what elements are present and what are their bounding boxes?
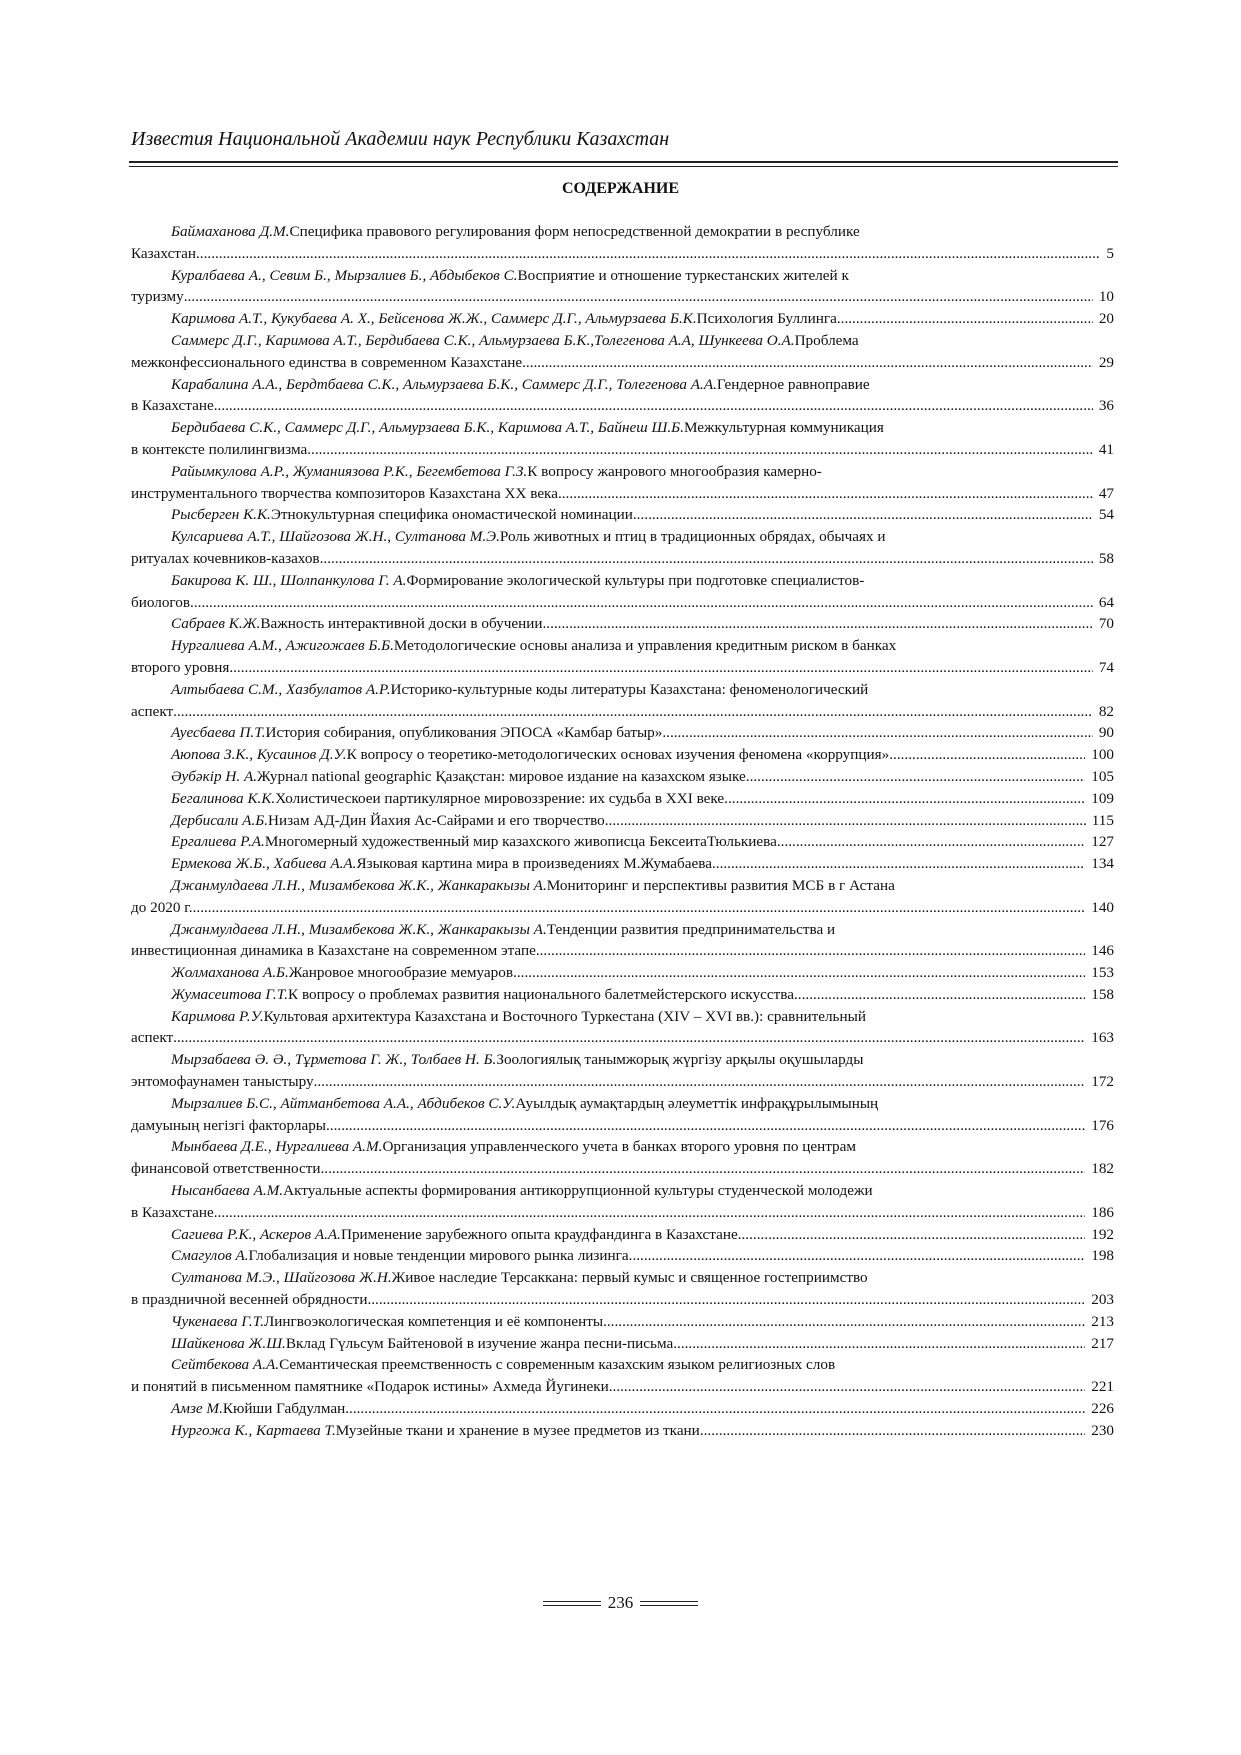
toc-entry-page: 41	[1098, 440, 1114, 458]
toc-entry-first-line	[131, 788, 1114, 810]
toc-entry-second-line	[131, 243, 1114, 265]
toc-entry	[131, 1333, 1114, 1355]
toc-entry-leader	[326, 1115, 1085, 1137]
toc-entry-page: 29	[1098, 353, 1114, 371]
toc-entry-title: Специфика правового регулирования форм непосредственной демократии в республике	[289, 223, 860, 240]
toc-entry-first-line	[131, 504, 1114, 526]
toc-entry-leader	[536, 940, 1085, 962]
toc-entry-first-line	[131, 1224, 1114, 1246]
toc-entry-page: 217	[1091, 1334, 1114, 1352]
toc-entry	[131, 613, 1114, 635]
toc-entry-title-continuation: ритуалах кочевников-казахов	[131, 549, 320, 567]
toc-entry-title: Проблема	[794, 331, 859, 349]
toc-entry-title: Актуальные аспекты формирования антикоррупционной культуры студенческой молодежи	[283, 1182, 873, 1200]
toc-entry-title: Межкультурная коммуникация	[683, 419, 884, 437]
toc-entry-title-continuation: в Казахстане	[131, 397, 214, 415]
toc-entry-page: 82	[1098, 702, 1114, 720]
toc-entry	[131, 1267, 1114, 1311]
toc-entry-title: Восприятие и отношение туркестанских жителей к	[517, 266, 849, 284]
toc-entry-second-line	[131, 592, 1114, 614]
table-of-contents	[131, 221, 1114, 1442]
toc-entry-title: Зоологиялық танымжорық жүргізу арқылы оқушыларды	[496, 1051, 864, 1069]
toc-entry-leader	[542, 613, 1092, 635]
toc-entry-page: 20	[1098, 310, 1114, 328]
toc-entry-page: 100	[1091, 746, 1114, 764]
toc-entry	[131, 810, 1114, 832]
toc-entry-first-line	[131, 744, 1114, 766]
toc-entry-title-continuation: Казахстан	[131, 244, 196, 262]
toc-entry-first-line	[131, 1354, 1114, 1376]
toc-entry	[131, 374, 1114, 418]
toc-entry-authors: Бакирова К. Ш., Шолпанкулова Г. А.	[171, 571, 407, 589]
toc-entry-second-line	[131, 1027, 1114, 1049]
toc-entry-second-line	[131, 1115, 1114, 1137]
toc-entry-first-line	[131, 461, 1114, 483]
toc-entry	[131, 221, 1114, 265]
toc-entry-leader	[603, 1311, 1085, 1333]
toc-entry-authors: Султанова М.Э., Шайгозова Ж.Н.	[171, 1269, 392, 1287]
toc-entry-authors: Ергалиева Р.А.	[171, 833, 265, 851]
toc-entry-leader	[214, 395, 1093, 417]
toc-entry-second-line	[131, 548, 1114, 570]
toc-entry-title-continuation: инвестиционная динамика в Казахстане на современном этапе	[131, 942, 536, 960]
toc-entry-leader	[214, 1202, 1086, 1224]
toc-entry-authors: Баймаханова Д.М.	[171, 223, 290, 240]
toc-entry-page: 182	[1091, 1160, 1114, 1178]
toc-entry-authors: Мырзабаева Ә. Ә., Тұрметова Г. Ж., Толбаев Н. Б.	[171, 1051, 497, 1069]
toc-entry-title: Мониторинг и перспективы развития МСБ в г Астана	[546, 876, 895, 894]
toc-entry-second-line	[131, 286, 1114, 308]
footer-rule-left	[543, 1601, 601, 1606]
toc-entry-title-continuation: аспект	[131, 1029, 174, 1047]
toc-entry-first-line	[131, 1180, 1114, 1202]
toc-entry-leader	[712, 853, 1085, 875]
page-number: 236	[607, 1593, 634, 1612]
toc-entry-leader	[321, 1158, 1086, 1180]
toc-entry-page: 226	[1091, 1400, 1114, 1418]
toc-entry-title: Семантическая преемственность с современным казахским языком религиозных слов	[279, 1356, 836, 1374]
toc-entry-leader	[633, 504, 1093, 526]
toc-entry-leader	[746, 766, 1085, 788]
toc-entry-title: Жанровое многообразие мемуаров	[288, 964, 514, 982]
toc-entry-leader	[794, 984, 1085, 1006]
toc-entry-title: К вопросу о теоретико-методологических основах изучения феномена «коррупция»	[346, 746, 890, 764]
toc-entry-authors: Алтыбаева С.М., Хазбулатов А.Р.	[171, 680, 391, 698]
toc-entry-page: 54	[1098, 506, 1114, 524]
toc-entry-title-continuation: инструментального творчества композиторов Казахстана XX века	[131, 484, 558, 502]
toc-entry	[131, 635, 1114, 679]
toc-entry	[131, 265, 1114, 309]
toc-entry	[131, 722, 1114, 744]
toc-entry-authors: Ауесбаева П.Т.	[171, 724, 266, 742]
toc-entry-authors: Джанмулдаева Л.Н., Мизамбекова Ж.К., Жанкаракызы А.	[171, 920, 547, 938]
toc-entry-first-line	[131, 1006, 1114, 1028]
toc-entry-first-line	[131, 330, 1114, 352]
toc-entry-first-line	[131, 570, 1114, 592]
toc-entry-first-line	[131, 1398, 1114, 1420]
toc-entry-title-continuation: и понятий в письменном памятнике «Подарок истины» Ахмеда Йугинеки	[131, 1378, 609, 1396]
toc-entry	[131, 1311, 1114, 1333]
toc-entry	[131, 853, 1114, 875]
toc-entry-authors: Джанмулдаева Л.Н., Мизамбекова Ж.К., Жанкаракызы А.	[171, 876, 547, 894]
toc-entry-first-line	[131, 919, 1114, 941]
toc-entry-title: Холистическоеи партикулярное мировоззрение: их судьба в XXI веке	[275, 789, 725, 807]
toc-entry-title: Этнокультурная специфика ономастической номинации	[270, 506, 633, 524]
toc-entry-page: 36	[1098, 397, 1114, 415]
toc-entry-title: История собирания, опубликования ЭПОСА «Камбар батыр»	[265, 724, 663, 742]
toc-entry-leader	[173, 701, 1093, 723]
toc-entry-authors: Каримова Р.У.	[171, 1007, 264, 1025]
toc-entry-second-line	[131, 483, 1114, 505]
toc-entry-page: 127	[1091, 833, 1114, 851]
toc-entry-authors: Нургалиева А.М., Ажигожаев Б.Б.	[171, 637, 394, 655]
toc-entry-page: 90	[1098, 724, 1114, 742]
toc-entry-leader	[345, 1398, 1085, 1420]
toc-entry-first-line	[131, 679, 1114, 701]
toc-entry-title: Кюйши Габдулман	[222, 1400, 346, 1418]
toc-entry	[131, 1224, 1114, 1246]
toc-entry-page: 134	[1091, 855, 1114, 873]
toc-entry-leader	[889, 744, 1085, 766]
toc-entry-page: 109	[1091, 789, 1114, 807]
toc-entry	[131, 1049, 1114, 1093]
toc-entry	[131, 766, 1114, 788]
toc-entry-page: 47	[1098, 484, 1114, 502]
toc-entry-leader	[629, 1245, 1086, 1267]
toc-entry	[131, 504, 1114, 526]
toc-entry-leader	[173, 1027, 1085, 1049]
toc-entry-title-continuation: дамуының негізгі факторлары	[131, 1116, 326, 1134]
toc-entry-second-line	[131, 395, 1114, 417]
toc-entry-page: 70	[1098, 615, 1114, 633]
toc-entry	[131, 461, 1114, 505]
toc-entry-authors: Дербисали А.Б.	[171, 811, 269, 829]
toc-entry-page: 203	[1091, 1291, 1114, 1309]
toc-entry-first-line	[131, 722, 1114, 744]
toc-entry-leader	[605, 810, 1086, 832]
journal-title: Известия Национальной Академии наук Республики Казахстан	[131, 128, 670, 150]
toc-entry-leader	[307, 439, 1093, 461]
toc-entry-authors: Сабраев К.Ж.	[171, 615, 261, 633]
toc-entry-authors: Куралбаева А., Севим Б., Мырзалиев Б., Абдыбеков С.	[171, 266, 518, 284]
toc-entry-first-line	[131, 810, 1114, 832]
toc-entry	[131, 1136, 1114, 1180]
toc-entry-authors: Нысанбаева А.М.	[171, 1182, 284, 1200]
toc-entry	[131, 984, 1114, 1006]
toc-entry-authors: Бердибаева С.К., Саммерс Д.Г., Альмурзаева Б.К., Каримова А.Т., Байнеш Ш.Б.	[171, 419, 684, 437]
toc-entry	[131, 526, 1114, 570]
toc-entry-title: К вопросу жанрового многообразия камерно-	[527, 462, 822, 480]
toc-entry	[131, 1006, 1114, 1050]
toc-entry	[131, 875, 1114, 919]
toc-entry-authors: Аюпова З.К., Кусаинов Д.У.	[171, 746, 347, 764]
toc-entry-title-continuation: межконфессионального единства в современном Казахстане	[131, 353, 523, 371]
toc-entry-second-line	[131, 1071, 1114, 1093]
toc-entry-first-line	[131, 1049, 1114, 1071]
toc-entry-first-line	[131, 1311, 1114, 1333]
toc-entry-first-line	[131, 875, 1114, 897]
toc-entry-title-continuation: туризму	[131, 288, 184, 306]
toc-entry-second-line	[131, 1158, 1114, 1180]
toc-entry-first-line	[131, 417, 1114, 439]
toc-entry-page: 186	[1091, 1203, 1114, 1221]
toc-entry-page: 115	[1091, 811, 1114, 829]
toc-entry-first-line	[131, 766, 1114, 788]
toc-entry-leader	[673, 1333, 1085, 1355]
toc-entry-authors: Жумасеитова Г.Т.	[171, 985, 289, 1003]
toc-entry-title-continuation: в Казахстане	[131, 1203, 214, 1221]
toc-entry-page: 105	[1091, 767, 1114, 785]
toc-entry-authors: Саммерс Д.Г., Каримова А.Т., Бердибаева С.К., Альмурзаева Б.К.,Толегенова А.А, Шункеева О.А.	[171, 331, 795, 349]
toc-entry-authors: Чукенаева Г.Т.	[171, 1312, 264, 1330]
toc-entry-leader	[367, 1289, 1085, 1311]
toc-entry	[131, 330, 1114, 374]
toc-entry-leader	[837, 308, 1093, 330]
toc-entry-leader	[196, 243, 1100, 265]
toc-entry-page: 140	[1091, 898, 1114, 916]
toc-entry-title: Историко-культурные коды литературы Казахстана: феноменологический	[390, 680, 869, 698]
toc-entry-first-line	[131, 984, 1114, 1006]
header-rule-thin	[129, 166, 1118, 167]
toc-entry-title: Лингвоэкологическая компетенция и её компоненты	[264, 1312, 604, 1330]
toc-entry-title: Музейные ткани и хранение в музее предметов из ткани	[335, 1421, 700, 1439]
toc-entry-page: 221	[1091, 1378, 1114, 1396]
toc-entry-title: Организация управленческого учета в банках второго уровня по центрам	[382, 1138, 856, 1156]
toc-entry-authors: Шайкенова Ж.Ш.	[171, 1334, 286, 1352]
toc-entry-second-line	[131, 1202, 1114, 1224]
toc-entry-leader	[724, 788, 1085, 810]
toc-entry-first-line	[131, 221, 1114, 243]
toc-entry-leader	[609, 1376, 1085, 1398]
toc-entry-title: Низам АД-Дин Йахия Ас-Сайрами и его творчество	[268, 811, 605, 829]
toc-entry-second-line	[131, 352, 1114, 374]
toc-entry-title: Гендерное равноправие	[716, 375, 870, 393]
footer-rule-right	[640, 1601, 698, 1606]
toc-entry-title-continuation: второго уровня	[131, 658, 230, 676]
toc-entry-leader	[738, 1224, 1086, 1246]
toc-entry-leader	[522, 352, 1093, 374]
toc-entry-title: Психология Буллинга	[696, 310, 837, 328]
toc-entry-leader	[193, 897, 1086, 919]
toc-entry-authors: Сагиева Р.К., Аскеров А.А.	[171, 1225, 341, 1243]
toc-entry-title: Вклад Гүльсум Байтеновой в изучение жанра песни-письма	[285, 1334, 674, 1352]
toc-entry-title-continuation: в праздничной весенней обрядности	[131, 1291, 368, 1309]
toc-entry	[131, 679, 1114, 723]
toc-entry-authors: Жолмаханова А.Б.	[171, 964, 289, 982]
toc-entry-leader	[314, 1071, 1086, 1093]
toc-entry	[131, 417, 1114, 461]
toc-entry-title: Методологические основы анализа и управления кредитным риском в банках	[393, 637, 897, 655]
toc-entry	[131, 1180, 1114, 1224]
toc-entry-leader	[700, 1420, 1085, 1442]
toc-entry-page: 10	[1098, 288, 1114, 306]
toc-entry-page: 172	[1091, 1073, 1114, 1091]
toc-entry-authors: Кулсариева А.Т., Шайгозова Ж.Н., Султанова М.Э.	[171, 528, 500, 546]
toc-entry-page: 213	[1091, 1312, 1114, 1330]
toc-entry-second-line	[131, 897, 1114, 919]
toc-entry-title-continuation: в контексте полилингвизма	[131, 440, 308, 458]
toc-entry	[131, 1420, 1114, 1442]
toc-entry-second-line	[131, 657, 1114, 679]
header-rule-thick	[129, 161, 1118, 163]
toc-entry-first-line	[131, 526, 1114, 548]
toc-entry-first-line	[131, 1093, 1114, 1115]
toc-entry	[131, 1398, 1114, 1420]
toc-entry-title: Журнал national geographic Қазақстан: мировое издание на казахском языке	[257, 767, 746, 785]
toc-entry-leader	[513, 962, 1085, 984]
toc-entry-title: Многомерный художественный мир казахского живописца БексеитаТюлькиева	[264, 833, 777, 851]
toc-entry-first-line	[131, 1136, 1114, 1158]
toc-entry-authors: Әубәкір Н. А.	[171, 767, 258, 785]
toc-entry-second-line	[131, 701, 1114, 723]
toc-entry-second-line	[131, 439, 1114, 461]
toc-entry-title: Языковая картина мира в произведениях М.Жумабаева	[356, 855, 712, 873]
toc-entry-title-continuation: биологов	[131, 593, 191, 611]
toc-entry-title: Культовая архитектура Казахстана и Восточного Туркестана (XIV – XVI вв.): сравнительный	[263, 1007, 866, 1025]
toc-entry-first-line	[131, 831, 1114, 853]
toc-entry-leader	[229, 657, 1092, 679]
toc-entry-first-line	[131, 1333, 1114, 1355]
toc-entry-page: 230	[1091, 1421, 1114, 1439]
toc-entry-leader	[184, 286, 1093, 308]
toc-entry-second-line	[131, 1376, 1114, 1398]
toc-entry-second-line	[131, 940, 1114, 962]
toc-entry-title-continuation: энтомофаунамен таныстыру	[131, 1073, 314, 1091]
toc-entry-title-continuation: финансовой ответственности	[131, 1160, 321, 1178]
toc-entry-title: Глобализация и новые тенденции мирового рынка лизинга	[248, 1247, 629, 1265]
toc-entry-authors: Рысберген К.К.	[171, 506, 271, 524]
toc-entry-first-line	[131, 308, 1114, 330]
toc-entry-title-continuation: до 2020 г.	[131, 898, 193, 916]
toc-entry	[131, 1093, 1114, 1137]
toc-entry-page: 146	[1091, 942, 1114, 960]
toc-entry	[131, 831, 1114, 853]
toc-entry-first-line	[131, 853, 1114, 875]
toc-entry-first-line	[131, 613, 1114, 635]
toc-entry	[131, 570, 1114, 614]
toc-entry-authors: Бегалинова К.К.	[171, 789, 276, 807]
toc-entry-first-line	[131, 635, 1114, 657]
toc-entry-title-continuation: аспект	[131, 702, 174, 720]
toc-entry-second-line	[131, 1289, 1114, 1311]
toc-entry-authors: Амзе М.	[171, 1400, 223, 1418]
toc-entry-title: Живое наследие Терсаккана: первый кумыс и священное гостеприимство	[391, 1269, 868, 1287]
toc-entry	[131, 744, 1114, 766]
toc-entry-page: 5	[1106, 244, 1114, 262]
toc-entry-first-line	[131, 962, 1114, 984]
toc-entry-authors: Карабалина А.А., Бердтбаева С.К., Альмурзаева Б.К., Саммерс Д.Г., Толегенова А.А.	[171, 375, 717, 393]
toc-entry-authors: Сейтбекова А.А.	[171, 1356, 280, 1374]
toc-entry-title: Ауылдық аумақтардың әлеуметтік инфрақұрылымының	[515, 1094, 879, 1112]
toc-entry-page: 58	[1098, 549, 1114, 567]
toc-entry-page: 198	[1091, 1247, 1114, 1265]
toc-entry-first-line	[131, 265, 1114, 287]
toc-entry-authors: Каримова А.Т., Кукубаева А. Х., Бейсенова Ж.Ж., Саммерс Д.Г., Альмурзаева Б.К.	[171, 310, 697, 328]
toc-entry-first-line	[131, 1420, 1114, 1442]
toc-entry-first-line	[131, 374, 1114, 396]
toc-entry-page: 153	[1091, 964, 1114, 982]
toc-entry-title: Применение зарубежного опыта краудфандинга в Казахстане	[340, 1225, 738, 1243]
toc-entry-authors: Мырзалиев Б.С., Айтманбетова А.А., Абдибеков С.У.	[171, 1094, 516, 1112]
toc-entry-authors: Райымкулова А.Р., Жуманиязова Р.К., Бегембетова Г.З.	[171, 462, 528, 480]
toc-entry-leader	[662, 722, 1092, 744]
toc-entry-authors: Нургожа К., Картаева Т.	[171, 1421, 336, 1439]
toc-entry-leader	[558, 483, 1093, 505]
toc-entry-title: К вопросу о проблемах развития национального балетмейстерского искусства	[288, 985, 794, 1003]
toc-entry-page: 192	[1091, 1225, 1114, 1243]
toc-entry-leader	[777, 831, 1085, 853]
toc-entry-authors: Смагулов А.	[171, 1247, 249, 1265]
toc-entry-page: 74	[1098, 658, 1114, 676]
toc-entry	[131, 962, 1114, 984]
toc-entry-title: Формирование экологической культуры при подготовке специалистов-	[406, 571, 865, 589]
toc-entry-first-line	[131, 1245, 1114, 1267]
page-footer	[0, 1593, 1241, 1613]
toc-entry-page: 176	[1091, 1116, 1114, 1134]
toc-entry-page: 64	[1098, 593, 1114, 611]
toc-entry	[131, 919, 1114, 963]
toc-entry-title: Важность интерактивной доски в обучении	[260, 615, 543, 633]
toc-entry	[131, 788, 1114, 810]
toc-heading: СОДЕРЖАНИЕ	[561, 180, 680, 197]
toc-entry	[131, 1245, 1114, 1267]
toc-entry-leader	[320, 548, 1093, 570]
toc-entry-title: Роль животных и птиц в традиционных обрядах, обычаях и	[499, 528, 886, 546]
toc-entry-authors: Мынбаева Д.Е., Нургалиева А.М.	[171, 1138, 383, 1156]
toc-entry-first-line	[131, 1267, 1114, 1289]
toc-entry-page: 163	[1091, 1029, 1114, 1047]
toc-entry	[131, 308, 1114, 330]
toc-entry-authors: Ермекова Ж.Б., Хабиева А.А.	[171, 855, 357, 873]
toc-entry-leader	[190, 592, 1093, 614]
toc-entry	[131, 1354, 1114, 1398]
toc-entry-page: 158	[1091, 985, 1114, 1003]
toc-entry-title: Тенденции развития предпринимательства и	[546, 920, 836, 938]
